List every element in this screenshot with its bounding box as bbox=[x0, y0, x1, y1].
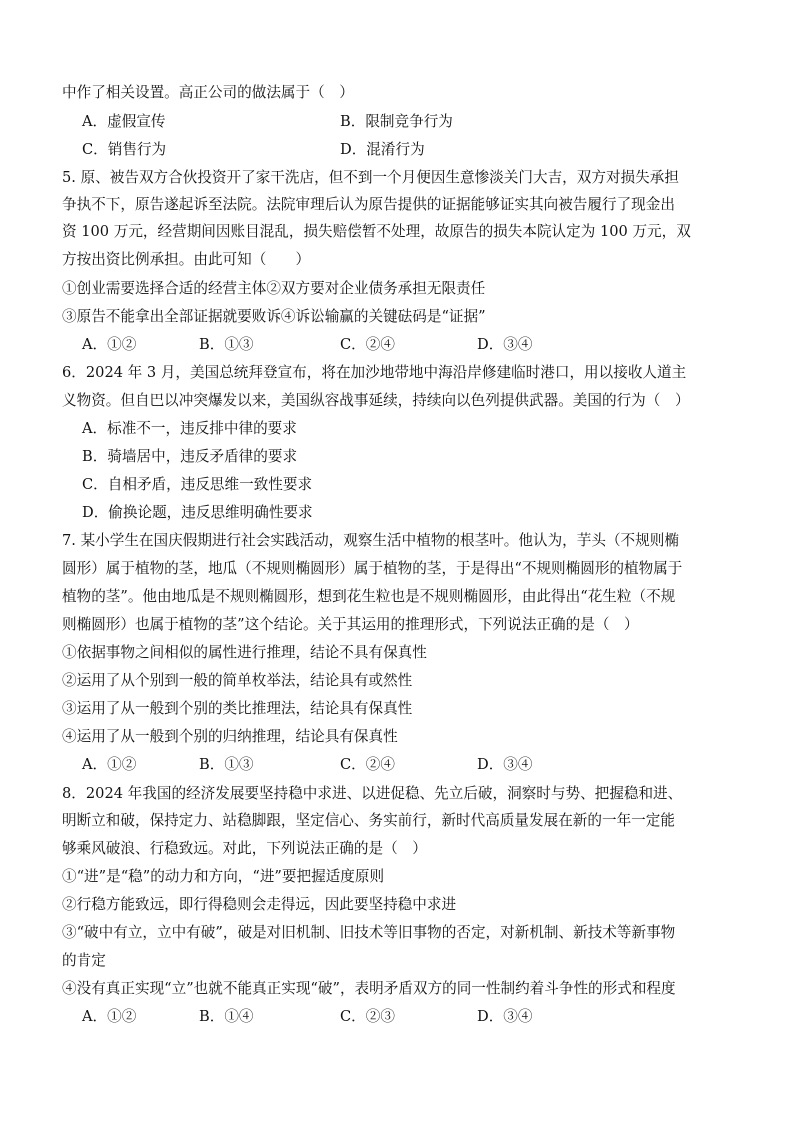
q5-option-c: C．②④ bbox=[340, 336, 395, 353]
q7-option-c: C．②④ bbox=[340, 756, 395, 773]
q4-option-a: A．虚假宣传 bbox=[82, 113, 166, 130]
q4-option-d: D．混淆行为 bbox=[340, 141, 425, 158]
q7-stem-line-1: 7. 某小学生在国庆假期进行社会实践活动，观察生活中植物的根茎叶。他认为，芋头（不规则椭 bbox=[62, 532, 679, 549]
q5-option-d: D．③④ bbox=[477, 336, 533, 353]
q8-stem-line-2: 明断立和破，保持定力、站稳脚跟，坚定信心、务实前行，新时代高质量发展在新的一年一定能 bbox=[62, 812, 675, 829]
q7-statement-3: ③运用了从一般到个别的类比推理法，结论具有保真性 bbox=[62, 700, 413, 717]
q6-option-c: C．自相矛盾，违反思维一致性要求 bbox=[82, 476, 313, 493]
q8-statement-2: ②行稳方能致远，即行得稳则会走得远，因此要坚持稳中求进 bbox=[62, 896, 457, 913]
q5-stem-line-2: 争执不下，原告遂起诉至法院。法院审理后认为原告提供的证据能够证实其向被告履行了现金出 bbox=[62, 196, 675, 213]
q7-stem-line-2: 圆形）属于植物的茎，地瓜（不规则椭圆形）属于植物的茎，于是得出“不规则椭圆形的植物属于 bbox=[62, 560, 683, 577]
q8-option-c: C．②③ bbox=[340, 1008, 395, 1025]
q7-stem-line-4: 则椭圆形）也属于植物的茎”这个结论。关于其运用的推理形式，下列说法正确的是（ ） bbox=[62, 616, 639, 633]
q6-option-a: A．标准不一，违反排中律的要求 bbox=[82, 420, 297, 437]
q7-option-a: A．①② bbox=[82, 756, 137, 773]
q6-option-d: D．偷换论题，违反思维明确性要求 bbox=[82, 504, 313, 521]
q8-statement-3: ③“破中有立，立中有破”，破是对旧机制、旧技术等旧事物的否定，对新机制、新技术等新事物 bbox=[62, 924, 676, 941]
q7-option-d: D．③④ bbox=[477, 756, 533, 773]
q8-statement-4: ④没有真正实现“立”也就不能真正实现“破”，表明矛盾双方的同一性制约着斗争性的形式和程度 bbox=[62, 980, 676, 997]
q7-option-b: B．①③ bbox=[199, 756, 254, 773]
q8-statement-1: ①“进”是“稳”的动力和方向，“进”要把握适度原则 bbox=[62, 868, 385, 885]
q6-stem-line-2: 义物资。但自巴以冲突爆发以来，美国纵容战事延续，持续向以色列提供武器。美国的行为（ ） bbox=[62, 392, 690, 409]
q8-stem-line-1: 8．2024 年我国的经济发展要坚持稳中求进、以进促稳、先立后破，洞察时与势、把握稳和进、 bbox=[62, 785, 683, 802]
q7-statement-2: ②运用了从个别到一般的简单枚举法，结论具有或然性 bbox=[62, 672, 413, 689]
q8-option-b: B．①④ bbox=[199, 1008, 254, 1025]
q8-option-d: D．③④ bbox=[477, 1008, 533, 1025]
q5-option-a: A．①② bbox=[82, 336, 137, 353]
q7-statement-1: ①依据事物之间相似的属性进行推理，结论不具有保真性 bbox=[62, 644, 427, 661]
q4-option-c: C．销售行为 bbox=[82, 141, 167, 158]
q8-stem-line-3: 够乘风破浪、行稳致远。对此，下列说法正确的是（ ） bbox=[62, 840, 427, 857]
q5-option-b: B．①③ bbox=[199, 336, 254, 353]
q4-stem-tail: 中作了相关设置。高正公司的做法属于（ ） bbox=[62, 84, 354, 101]
q8-option-a: A．①② bbox=[82, 1008, 137, 1025]
q6-stem-line-1: 6．2024 年 3 月，美国总统拜登宣布，将在加沙地带地中海沿岸修建临时港口，用以接收人道主 bbox=[62, 364, 687, 381]
q5-statements-2: ③原告不能拿出全部证据就要败诉④诉讼输赢的关键砝码是“证据” bbox=[62, 308, 486, 325]
q5-stem-line-3: 资 100 万元，经营期间因账目混乱，损失赔偿暂不处理，故原告的损失本院认定为 100 万元，双 bbox=[62, 223, 691, 240]
q7-statement-4: ④运用了从一般到个别的归纳推理，结论具有保真性 bbox=[62, 728, 398, 745]
q5-stem-line-1: 5. 原、被告双方合伙投资开了家干洗店，但不到一个月便因生意惨淡关门大吉，双方对损失承担 bbox=[62, 169, 679, 186]
q5-statements-1: ①创业需要选择合适的经营主体②双方要对企业债务承担无限责任 bbox=[62, 280, 486, 297]
q7-stem-line-3: 植物的茎”。他由地瓜是不规则椭圆形，想到花生粒也是不规则椭圆形，由此得出“花生粒（不规 bbox=[62, 588, 676, 605]
q6-option-b: B．骑墙居中，违反矛盾律的要求 bbox=[82, 448, 298, 465]
q4-option-b: B．限制竞争行为 bbox=[340, 113, 453, 130]
q5-stem-line-4: 方按出资比例承担。由此可知（ ） bbox=[62, 251, 311, 268]
q8-statement-3-cont: 的肯定 bbox=[62, 952, 106, 969]
